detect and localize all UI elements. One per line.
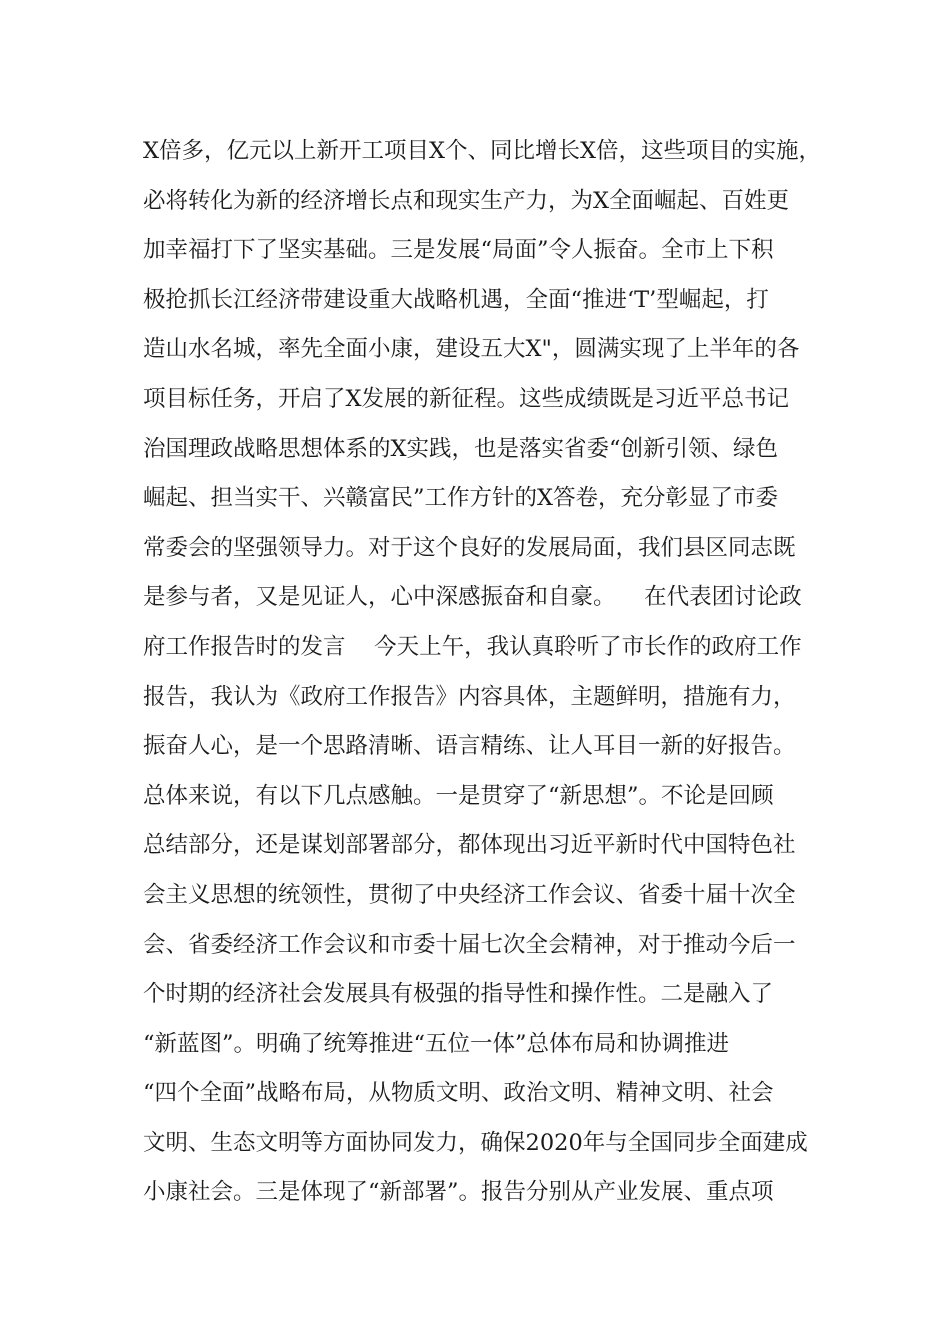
text-line: 振奋人心，是一个思路清晰、语言精练、让人耳目一新的好报告。 xyxy=(143,733,796,760)
text-line: 府工作报告时的发言 今天上午，我认真聆听了市长作的政府工作 xyxy=(143,633,802,660)
text-line: 项目标任务，开启了X发展的新征程。这些成绩既是习近平总书记 xyxy=(143,385,790,412)
text-line: 总结部分，还是谋划部署部分，都体现出习近平新时代中国特色社 xyxy=(143,832,796,859)
text-line: 报告，我认为《政府工作报告》内容具体，主题鲜明，措施有力， xyxy=(143,683,796,710)
text-line: 必将转化为新的经济增长点和现实生产力，为X全面崛起、百姓更 xyxy=(143,187,790,214)
text-line: 极抢抓长江经济带建设重大战略机遇，全面“推进‘T’型崛起，打 xyxy=(143,286,769,313)
text-line: 造山水名城，率先全面小康，建设五大X"，圆满实现了上半年的各 xyxy=(143,336,800,363)
text-line: 小康社会。三是体现了“新部署”。报告分别从产业发展、重点项 xyxy=(143,1179,774,1206)
text-line: “四个全面”战略布局，从物质文明、政治文明、精神文明、社会 xyxy=(143,1080,774,1107)
text-line: 个时期的经济社会发展具有极强的指导性和操作性。二是融入了 xyxy=(143,981,774,1008)
text-line: 治国理政战略思想体系的X实践，也是落实省委“创新引领、绿色 xyxy=(143,435,779,462)
text-line: 是参与者，又是见证人，心中深感振奋和自豪。 在代表团讨论政 xyxy=(143,584,802,611)
text-line: “新蓝图”。明确了统筹推进“五位一体”总体布局和协调推进 xyxy=(143,1030,730,1057)
text-line: 常委会的坚强领导力。对于这个良好的发展局面，我们县区同志既 xyxy=(143,534,796,561)
text-line: 文明、生态文明等方面协同发力，确保2020年与全国同步全面建成 xyxy=(143,1129,808,1156)
text-line: 加幸福打下了坚实基础。三是发展“局面”令人振奋。全市上下积 xyxy=(143,237,774,264)
body-text xyxy=(143,127,843,1218)
text-line: 崛起、担当实干、兴赣富民”工作方针的X答卷，充分彰显了市委 xyxy=(143,485,779,512)
text-line: 会、省委经济工作会议和市委十届七次全会精神，对于推动今后一 xyxy=(143,931,796,958)
text-line: 会主义思想的统领性，贯彻了中央经济工作会议、省委十届十次全 xyxy=(143,881,796,908)
text-line: X倍多，亿元以上新开工项目X个、同比增长X倍，这些项目的实施， xyxy=(143,138,822,164)
text-line: 总体来说，有以下几点感触。一是贯穿了“新思想”。不论是回顾 xyxy=(143,782,774,809)
